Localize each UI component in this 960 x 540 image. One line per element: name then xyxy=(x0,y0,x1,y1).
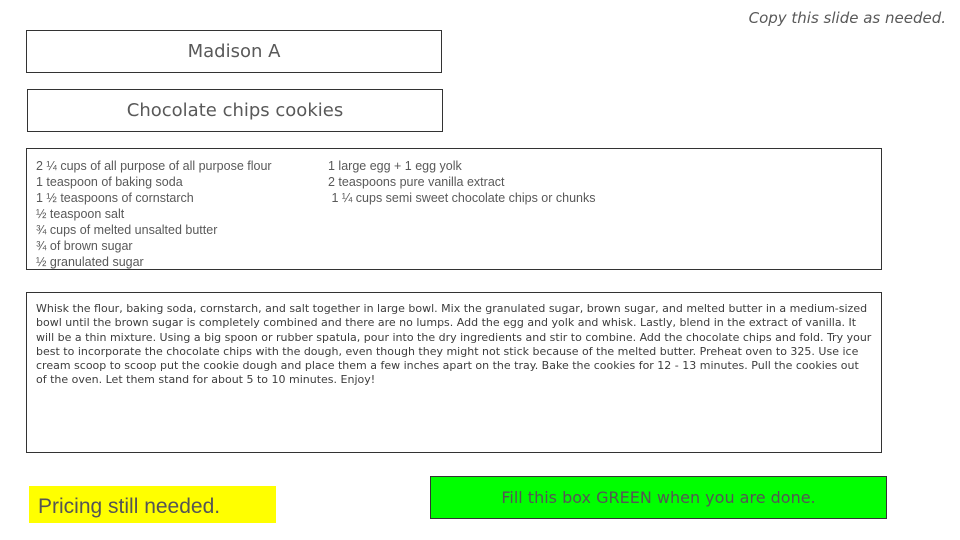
recipe-title: Chocolate chips cookies xyxy=(126,100,344,121)
ingredient-item: 1 large egg + 1 egg yolk xyxy=(328,159,462,173)
directions-text: Whisk the flour, baking soda, cornstarch, and salt together in large bowl. Mix the granulated sugar, brown sugar, and melted butter in a medium-sized bowl until the brown sugar is completely combined and there are no lumps. Add the egg and yolk and whisk. Lastly, blend in the extract of vanilla. It will be a thin mixture. Using a big spoon or rubber spatula, pour into the dry ingredients and stir to combine. Add the chocolate chips and fold. Try your best to incorporate the chocolate chips with the dough, even though they might not stick because of the melted butter. Preheat oven to 325. Use ice cream scoop to scoop put the cookie dough and place them a few inches apart on the tray. Bake the cookies for 12 - 13 minutes. Pull the cookies out of the oven. Let them stand for about 5 to 10 minutes. Enjoy! xyxy=(36,302,872,387)
ingredient-item: ¾ of brown sugar xyxy=(36,239,133,253)
ingredient-item: 1 ½ teaspoons of cornstarch xyxy=(36,191,194,205)
ingredient-item: 1 teaspoon of baking soda xyxy=(36,175,183,189)
ingredients-column-1 xyxy=(36,158,272,270)
pricing-note: Pricing still needed. xyxy=(29,486,276,523)
ingredient-item: 1 ¼ cups semi sweet chocolate chips or chunks xyxy=(328,191,596,205)
recipe-title-box[interactable] xyxy=(27,89,443,132)
copy-slide-note: Copy this slide as needed. xyxy=(748,9,946,27)
ingredient-item: ½ granulated sugar xyxy=(36,255,144,269)
ingredient-item: ¾ cups of melted unsalted butter xyxy=(36,223,218,237)
ingredient-item: 2 ¼ cups of all purpose of all purpose flour xyxy=(36,159,272,173)
done-status-box[interactable] xyxy=(430,476,887,519)
student-name-box[interactable] xyxy=(26,30,442,73)
done-box-label: Fill this box GREEN when you are done. xyxy=(501,488,816,507)
student-name: Madison A xyxy=(187,41,281,62)
ingredients-column-2 xyxy=(328,158,596,206)
ingredient-item: 2 teaspoons pure vanilla extract xyxy=(328,175,505,189)
directions-box[interactable] xyxy=(26,292,882,453)
ingredients-box[interactable] xyxy=(26,148,882,270)
ingredient-item: ½ teaspoon salt xyxy=(36,207,125,221)
